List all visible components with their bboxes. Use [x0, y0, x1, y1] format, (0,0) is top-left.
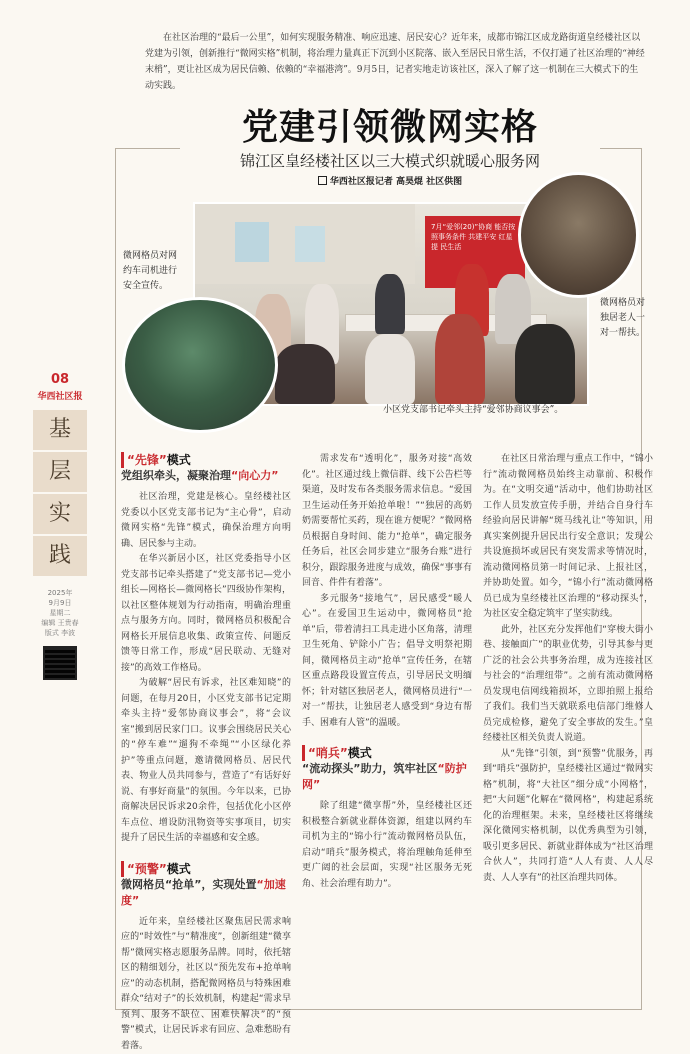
article-column-2 — [302, 452, 472, 892]
headline: 党建引领微网实格 — [180, 103, 600, 153]
paragraph: 社区治理，党建是核心。皇经楼社区党委以小区党支部书记为“主心骨”，启动微网实格“先锋”模式，确保治理方向明确、居民参与主动。 — [121, 492, 291, 549]
section-char: 基 — [33, 410, 87, 452]
meta-line: 星期二 — [49, 609, 71, 617]
caption-right: 微网格员对独居老人一对一帮扶。 — [600, 298, 646, 338]
paragraph: 在华兴新居小区，社区党委指导小区党支部书记牵头搭建了“党支部书记—党小组长—网格长—微网格长”四级协作架构，以社区整体规划为行动指南，明确治理重点与服务方向。同时，微网格员积极配合网格长开展信息收集、政策宣传、问题反馈等日常工作，形成“居民联动、无缝对接”的高效工作格局。 — [121, 554, 291, 673]
meta-line: 版式 李波 — [44, 629, 76, 637]
paragraph: 为破解“居民有诉求，社区难知晓”的问题，在每月20日，小区党支部书记定期牵头主持“爱邻协商议事会”，将“会议室”搬到居民家门口。议事会围绕居民关心的“停车难”“遛狗不牵绳”“小区绿化养护”等重点问题，邀请微网格员、居民代表、物业人员共同参与，营造了“有话好好说、有事好商量”的氛围。今年以来，已协商解决居民诉求20余件，包括优化小区停车点位、增设防汛物资等实事项目，切实提升了居民生活的幸福感和安全感。 — [121, 678, 291, 843]
section-subtitle-key: “防护网” — [302, 762, 467, 791]
photo-elder-help — [518, 172, 639, 298]
subheadline: 锦江区皇经楼社区以三大模式织就暖心服务网 — [239, 152, 540, 170]
section-title — [121, 452, 291, 468]
section-title-rest: 模式 — [347, 746, 372, 760]
photo-person — [365, 334, 415, 404]
section-label — [33, 410, 87, 578]
meta-line: 9月9日 — [48, 599, 72, 607]
paragraph: 多元服务“接地气”，居民感受“暖人心”。在爱国卫生运动中，微网格员“抢单”后，带着清扫工具走进小区角落，清理卫生死角、铲除小广告；倡导文明祭祀期间，微网格员主动“抢单”宣传任务，在辖区重点路段设置宣传点，引导居民文明缅怀；针对辖区独居老人，微网格员进行“一对一”帮扶，让独居老人感受到“身边有帮手、困难有人管”的温暖。 — [302, 593, 472, 728]
section-subtitle-key: “加速度” — [121, 877, 286, 907]
section-subtitle-text: “流动探头”助力，筑牢社区 — [302, 762, 438, 775]
issue-meta — [30, 588, 90, 638]
section-subtitle-key: “向心力” — [231, 469, 279, 482]
paragraph: 从“先锋”引领，到“预警”优服务，再到“哨兵”强防护，皇经楼社区通过“微网实格”机制，将“大社区”细分成“小网格”，把“大问题”化解在“微网格”，构建起系统化的治理框架。未来，皇经楼社区将继续深化微网实格机制，以优秀典型为引领，吸引更多居民、新就业群体成为“社区治理合伙人”，共同打造“人人有责、人人尽责、人人享有”的社区治理共同体。 — [483, 748, 653, 883]
byline-box-icon — [318, 176, 327, 185]
byline-text: 华西社区报记者 高昊焜 社区供图 — [329, 177, 463, 187]
photo-driver-safety — [122, 297, 278, 433]
section-subtitle — [302, 761, 472, 793]
section-title — [302, 745, 472, 761]
paragraph: 需求发布“透明化”，服务对接“高效化”。社区通过线上微信群、线下公告栏等渠道，及时发布各类服务需求信息。“爱国卫生运动任务开始抢单啦！”“独居的高奶奶需要帮忙买药，现在谁方便呢？”微网格员根据自身时间、能力“抢单”，确定服务任务后，社区会同步建立“服务台账”进行积分，跟踪服务进度与成效，确保“事事有回音、件件有着落”。 — [302, 454, 472, 588]
section-char: 层 — [33, 452, 87, 494]
paragraph: 近年来，皇经楼社区聚焦居民需求响应的“时效性”与“精准度”，创新组建“微享帮”微网实格志愿服务品牌。同时，依托辖区的精细划分，社区以“预先发布+抢单响应”的动态机制，搭配微网格员与特殊困难群众“结对子”的长效机制，构建起“需求早预判、服务不缺位、困难快解决”的“预警”模式，让居民诉求有回应、急难愁盼有着落。 — [121, 916, 291, 1051]
photo-window — [295, 226, 325, 262]
meta-line: 编辑 王贵春 — [41, 619, 79, 627]
section-char: 践 — [33, 536, 87, 578]
section-subtitle-text: 微网格员“抢单”，实现处置 — [121, 877, 257, 891]
article-column-3 — [483, 452, 653, 886]
page-sidebar — [30, 372, 90, 680]
photo-person — [515, 324, 575, 404]
photo-banner: 7月“爱邻(20)”协商 能否按照事务条件 共建平安 红星提 民生活 — [425, 216, 525, 288]
section-char: 实 — [33, 494, 87, 536]
article-column-1 — [121, 452, 291, 1051]
qr-code-icon[interactable] — [43, 646, 77, 680]
lead-paragraph: 在社区治理的“最后一公里”，如何实现服务精准、响应迅速、居民安心？近年来，成都市锦江区成龙路街道皇经楼社区以党建为引领，创新推行“微网实格”机制，将治理力量真正下沉到小区院落、嵌入至居民日常生活，不仅打通了社区治理的“神经末梢”，更让社区成为居民信赖、依赖的“幸福港湾”。9月5日，记者实地走访该社区，深入了解了这一机制在三大模式下的生动实践。 — [145, 33, 645, 91]
section-subtitle — [121, 468, 291, 484]
byline — [180, 174, 600, 187]
meta-line: 2025年 — [47, 589, 73, 597]
caption-left: 微网格员对网约车司机进行安全宣传。 — [123, 251, 178, 291]
section-subtitle — [121, 877, 291, 909]
section-title — [121, 861, 291, 877]
caption-bottom: 小区党支部书记牵头主持“爱邻协商议事会”。 — [383, 405, 564, 415]
paragraph: 在社区日常治理与重点工作中，“锦小行”流动微网格员始终主动靠前、积极作为。在“文明交通”活动中，他们协助社区工作人员发放宣传手册，并结合自身行车经验向居民讲解“斑马线礼让”等知识，用真实案例提升居民出行安全意识；发现公共设施损坏或居民有突发需求等情况时，流动微网格员第一时间记录、上报社区，并协助处置。如今，“锦小行”流动微网格员已成为皇经楼社区治理的“移动探头”，为社区安全稳定筑牢了坚实防线。 — [483, 454, 653, 619]
page-number: 08 — [50, 372, 70, 387]
photo-window — [235, 222, 269, 262]
section-title-key: “先锋” — [127, 453, 167, 467]
paragraph: 此外，社区充分发挥他们“穿梭大街小巷、接触面广”的职业优势，引导其参与更广泛的社会公共事务治理，成为连接社区与社会的“治理纽带”。之前有流动微网格员发现电信网线箱损坏，立即拍照上报给了我们。我们当天就联系电信部门维修人员完成检修，避免了安全事故的发生。”皇经楼社区相关负责人说道。 — [483, 624, 653, 743]
photo-person — [375, 274, 405, 334]
section-title-rest: 模式 — [166, 453, 191, 467]
publication-name: 华西社区报 — [37, 392, 83, 402]
paragraph: 除了组建“微享帮”外，皇经楼社区还积极整合新就业群体资源，组建以网约车司机为主的“锦小行”流动微网格员队伍，启动“哨兵”服务模式，将治理触角延伸至更广阔的社会层面，实现“社区服务无死角、社会治理有助力”。 — [302, 801, 472, 889]
section-subtitle-text: 党组织牵头，凝聚治理 — [121, 469, 231, 482]
section-title-rest: 模式 — [166, 861, 191, 876]
section-title-key: “预警” — [127, 861, 167, 876]
section-title-key: “哨兵” — [308, 746, 348, 760]
photo-person — [435, 314, 485, 404]
photo-person — [275, 344, 335, 404]
